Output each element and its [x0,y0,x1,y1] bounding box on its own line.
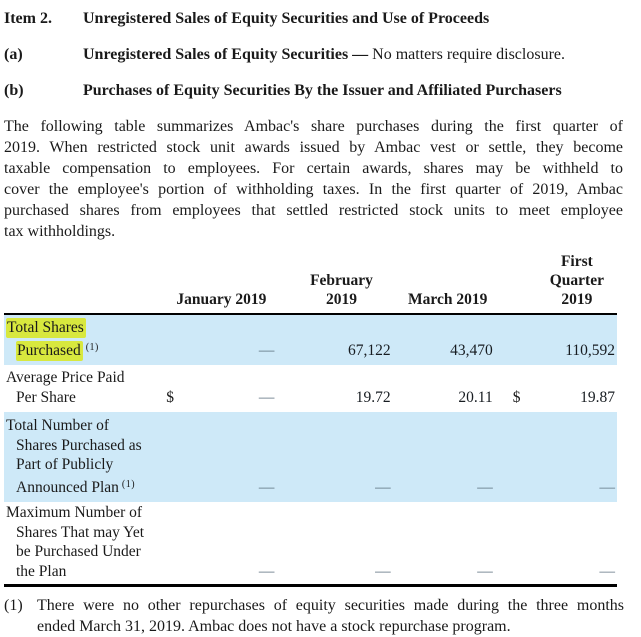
heading-text [83,8,623,29]
column-header-empty [4,252,166,314]
paragraph-line: tax withholdings. [4,223,116,240]
heading-label: (a) [4,46,23,63]
heading-label: Item 2. [4,10,52,27]
row-label: Average Price Paid Per Share [6,369,125,406]
intro-paragraph [4,116,623,242]
cell-january: — [180,412,276,502]
paragraph-line: 2019. When restricted stock unit awards issued by Ambac vest or settle, they become [4,139,623,156]
cell-first-quarter-currency [495,502,527,586]
cell-first-quarter: 19.87 [580,388,615,406]
footnote-marker: (1) [4,597,23,614]
table-row-average-price-paid [4,365,617,412]
cell-january: — [180,502,276,586]
paragraph-line: cover the employee's portion of withholding taxes. In the first quarter of 2019, Ambac [4,181,623,198]
cell-march: 20.11 [458,388,493,406]
cell-january-currency: $ [166,388,174,406]
cell-first-quarter: 110,592 [527,314,617,365]
table-row-maximum-shares-remaining [4,502,617,586]
cell-first-quarter: — [527,502,617,586]
cell-january-currency [166,412,180,502]
cell-march: 43,470 [393,314,495,365]
heading-bold-text: Unregistered Sales of Equity Securities and Use of Proceeds [83,10,490,27]
cell-january-currency [166,314,180,365]
footnote-line: ended March 31, 2019. Ambac does not have a stock repurchase program. [37,618,511,635]
subsection-a-heading [4,44,641,65]
column-header-february: February 2019 [276,252,392,314]
table-row-shares-purchased-announced-plan [4,412,617,502]
text-highlight: Purchased [17,341,81,359]
row-label: Total Number of Shares Purchased as Part of Publicly Announced Plan $^{(1)}$ [4,412,166,502]
footnote-text [37,595,624,637]
row-label [4,314,166,365]
column-header-march: March 2019 [393,252,495,314]
cell-first-quarter-currency [495,412,527,502]
cell-march: — [393,502,495,586]
column-header-january: January 2019 [166,252,276,314]
share-purchases-table [4,252,617,587]
subsection-b-heading [4,80,641,101]
cell-first-quarter-currency [495,314,527,365]
footnote [4,595,624,637]
cell-january-currency [166,502,180,586]
cell-first-quarter: — [527,412,617,502]
paragraph-line: The following table summarizes Ambac's share purchases during the first quarter of [4,118,623,135]
column-header-first-quarter: First Quarter 2019 [495,252,617,314]
heading-regular-text: No matters require disclosure. [368,46,565,63]
cell-january: — [258,388,275,406]
item-2-heading [4,8,641,29]
cell-february: 19.72 [355,388,391,406]
footnote-reference: (1) [121,478,136,490]
table-row-total-shares-purchased [4,314,617,365]
footnote-line: There were no other repurchases of equity securities made during the three months [37,597,624,614]
text-highlight: Total Shares [7,319,84,336]
cell-january: — [180,314,276,365]
heading-text [83,44,623,65]
cell-february: 67,122 [276,314,392,365]
paragraph-line: purchased shares from employees that settled restricted stock units to meet employee [4,202,623,219]
heading-bold-text: Purchases of Equity Securities By the Issuer and Affiliated Purchasers [83,82,562,99]
paragraph-line: taxable compensation to employees. For certain awards, shares may be withheld to [4,160,623,177]
cell-first-quarter-currency: $ [512,388,521,406]
cell-february: — [276,502,392,586]
footnote-reference: (1) [85,341,99,353]
row-label: Maximum Number of Shares That may Yet be Purchased Under the Plan [4,502,166,586]
heading-bold-text: Unregistered Sales of Equity Securities — [83,46,369,63]
heading-label: (b) [4,82,24,99]
table-header-row [4,252,617,314]
cell-february: — [276,412,392,502]
cell-march: — [393,412,495,502]
heading-text [83,80,623,101]
